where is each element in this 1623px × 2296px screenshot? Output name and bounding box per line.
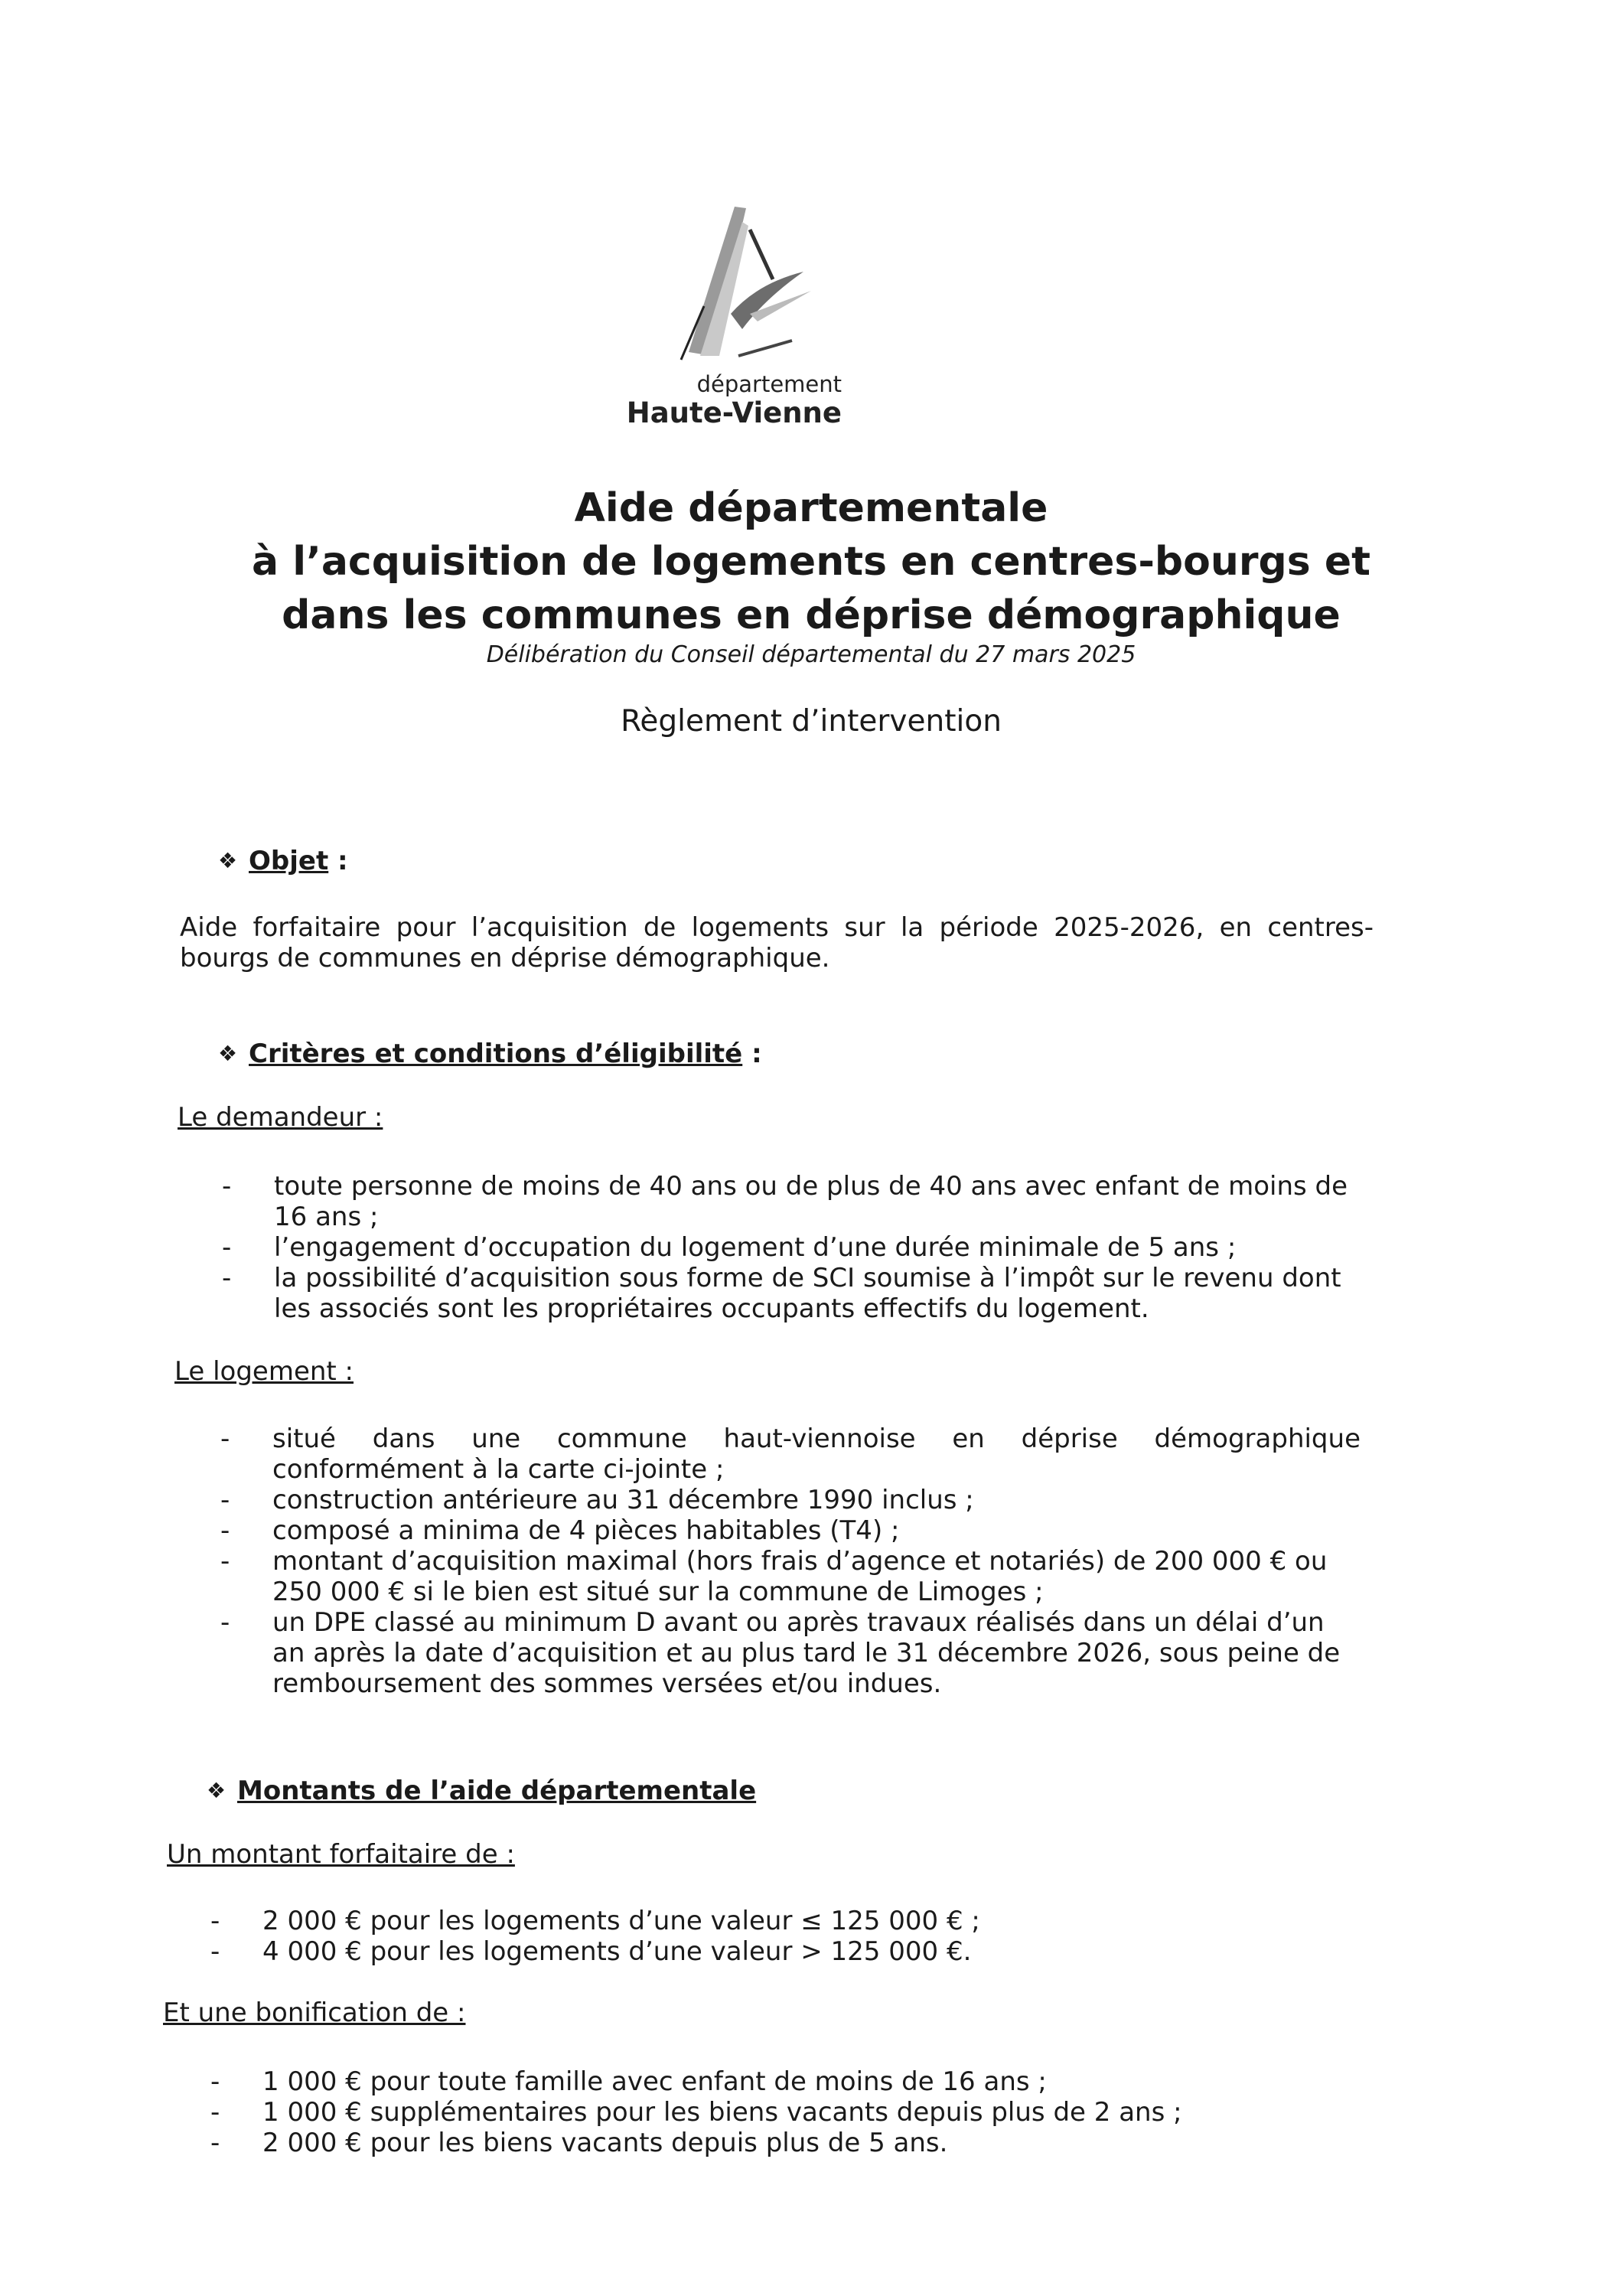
section-objet-colon: : [328, 846, 348, 876]
logement-list [220, 1424, 1361, 1699]
forfait-list [210, 1906, 1358, 1967]
list-item-text: construction antérieure au 31 décembre 1990 inclus ; [272, 1485, 974, 1515]
list-item-text: 2 000 € pour les logements d’une valeur ≤ 125 000 € ; [262, 1906, 980, 1936]
list-item [220, 1424, 1361, 1485]
dash-bullet: - [220, 1546, 230, 1577]
department-logo [626, 199, 857, 429]
list-item-text: situé dans une commune haut-viennoise en déprise démographique conformément à la carte ci-jointe ; [272, 1424, 1361, 1485]
forfait-label: Un montant forfaitaire de : [167, 1839, 515, 1870]
list-item-text: l’engagement d’occupation du logement d’une durée minimale de 5 ans ; [274, 1232, 1237, 1263]
diamond-bullet-icon: ❖ [207, 1778, 227, 1803]
list-item [222, 1232, 1362, 1263]
bonification-label: Et une bonification de : [163, 1998, 466, 2028]
list-item [210, 2128, 1358, 2158]
dash-bullet: - [220, 1515, 230, 1546]
list-item-text: composé a minima de 4 pièces habitables (T4) ; [272, 1515, 900, 1546]
list-item [222, 1171, 1362, 1232]
diamond-bullet-icon: ❖ [218, 1041, 238, 1066]
list-item-text: 2 000 € pour les biens vacants depuis plus de 5 ans. [262, 2128, 948, 2158]
list-item-text: 1 000 € supplémentaires pour les biens vacants depuis plus de 2 ans ; [262, 2097, 1182, 2128]
section-montants-heading [207, 1776, 756, 1806]
diamond-bullet-icon: ❖ [218, 848, 238, 873]
list-item [210, 2097, 1358, 2128]
section-objet-heading [218, 846, 348, 876]
logement-label: Le logement : [174, 1356, 354, 1387]
dash-bullet: - [220, 1607, 230, 1638]
list-item [220, 1515, 1361, 1546]
dash-bullet: - [220, 1485, 230, 1515]
dash-bullet: - [210, 2097, 220, 2128]
dash-bullet: - [222, 1171, 232, 1202]
bonification-list [210, 2066, 1358, 2158]
list-item-text: toute personne de moins de 40 ans ou de plus de 40 ans avec enfant de moins de 16 ans ; [274, 1171, 1348, 1232]
dash-bullet: - [222, 1263, 232, 1293]
section-montants-title: Montants de l’aide départementale [237, 1776, 757, 1806]
list-item [220, 1546, 1361, 1607]
deliberation-subtitle: Délibération du Conseil départemental du 27 mars 2025 [486, 641, 1136, 668]
logo-department-name: Haute-Vienne [626, 396, 842, 429]
haute-vienne-logo-icon [658, 199, 842, 375]
list-item [210, 1936, 1358, 1967]
demandeur-label: Le demandeur : [178, 1102, 383, 1133]
list-item-text: montant d’acquisition maximal (hors frais d’agence et notariés) de 200 000 € ou 250 000 € si le bien est situé sur la commune de Limoges ; [272, 1546, 1328, 1607]
list-item-text: la possibilité d’acquisition sous forme de SCI soumise à l’impôt sur le revenu dont les associés sont les propriétaires occupants effectifs du logement. [274, 1263, 1341, 1324]
page-title-line-2: à l’acquisition de logements en centres-bourgs et [252, 539, 1370, 585]
list-item-text: 1 000 € pour toute famille avec enfant de moins de 16 ans ; [262, 2066, 1047, 2097]
list-item [210, 2066, 1358, 2097]
dash-bullet: - [220, 1424, 230, 1454]
list-item [222, 1263, 1362, 1324]
list-item [220, 1607, 1361, 1699]
list-item-text: un DPE classé au minimum D avant ou après travaux réalisés dans un délai d’un an après la date d’acquisition et au plus tard le 31 décembre 2026, sous peine de remboursement des sommes versées et/ou indues. [272, 1607, 1341, 1699]
dash-bullet: - [210, 1936, 220, 1967]
logo-department-label: département [696, 371, 842, 397]
section-criteres-heading [218, 1039, 762, 1069]
list-item-text: 4 000 € pour les logements d’une valeur > 125 000 €. [262, 1936, 972, 1967]
page-title-line-3: dans les communes en déprise démographique [282, 592, 1341, 638]
list-item [220, 1485, 1361, 1515]
section-criteres-colon: : [742, 1039, 762, 1069]
reglement-subtitle: Règlement d’intervention [621, 704, 1002, 739]
demandeur-list [222, 1171, 1362, 1324]
section-criteres-title: Critères et conditions d’éligibilité [249, 1039, 743, 1069]
dash-bullet: - [210, 1906, 220, 1936]
list-item [210, 1906, 1358, 1936]
section-objet-title: Objet [249, 846, 329, 876]
dash-bullet: - [210, 2066, 220, 2097]
page-title-line-1: Aide départementale [574, 485, 1048, 531]
dash-bullet: - [222, 1232, 232, 1263]
objet-text: Aide forfaitaire pour l’acquisition de logements sur la période 2025-2026, en centres-bourgs de communes en déprise démographique. [180, 912, 1374, 974]
dash-bullet: - [210, 2128, 220, 2158]
